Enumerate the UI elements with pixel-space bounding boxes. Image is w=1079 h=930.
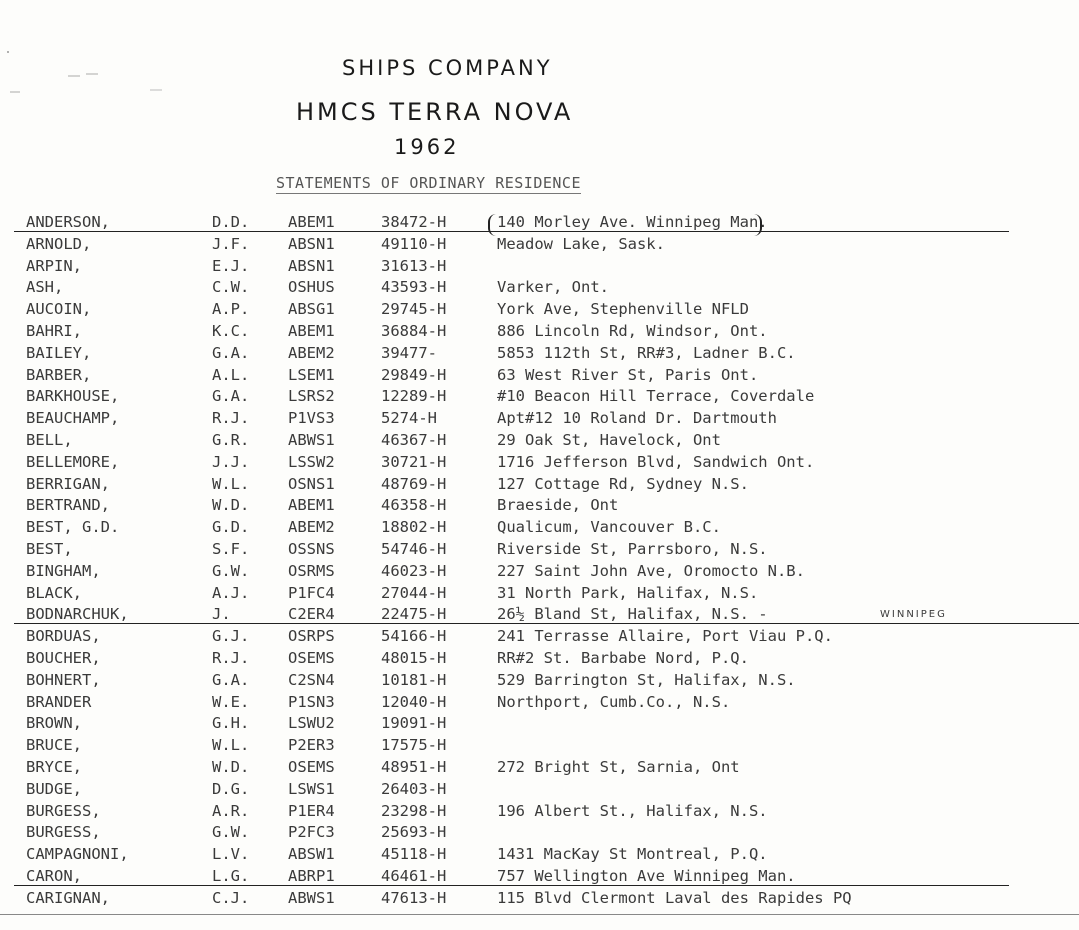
- crew-number: 45118-H: [381, 845, 447, 864]
- crew-number: 54746-H: [381, 539, 447, 558]
- crew-initials: R.J.: [212, 648, 250, 667]
- crew-initials: G.J.: [212, 627, 250, 646]
- crew-name: BERRIGAN,: [26, 474, 110, 493]
- crew-number: 38472-H: [381, 213, 447, 231]
- crew-address: Qualicum, Vancouver B.C.: [497, 518, 721, 537]
- crew-initials: E.J.: [212, 256, 250, 275]
- crew-initials: L.V.: [212, 845, 250, 864]
- crew-rank: ABSN1: [288, 256, 335, 275]
- crew-name: ARNOLD,: [26, 234, 92, 253]
- header-year: 1962: [394, 135, 460, 159]
- crew-initials: G.A.: [212, 343, 250, 362]
- crew-address: 272 Bright St, Sarnia, Ont: [497, 757, 740, 776]
- crew-row: [0, 779, 1079, 801]
- crew-rank: C2SN4: [288, 670, 335, 689]
- crew-address: 1716 Jefferson Blvd, Sandwich Ont.: [497, 452, 815, 471]
- crew-name: CARIGNAN,: [26, 888, 110, 907]
- crew-address: 227 Saint John Ave, Oromocto N.B.: [497, 561, 805, 580]
- crew-number: 43593-H: [381, 278, 447, 297]
- crew-initials: C.W.: [212, 278, 250, 297]
- crew-rank: ABEM2: [288, 343, 335, 362]
- crew-rank: LSEM1: [288, 365, 335, 384]
- crew-number: 27044-H: [381, 583, 447, 602]
- crew-initials: S.F.: [212, 539, 250, 558]
- crew-initials: G.D.: [212, 518, 250, 537]
- crew-name: BUDGE,: [26, 779, 82, 798]
- crew-name: BORDUAS,: [26, 627, 101, 646]
- crew-initials: W.D.: [212, 757, 250, 776]
- crew-row: [0, 561, 1079, 583]
- crew-name: BELL,: [26, 430, 73, 449]
- header-ship-name: HMCS TERRA NOVA: [296, 98, 574, 126]
- crew-address: 1431 MacKay St Montreal, P.Q.: [497, 845, 768, 864]
- crew-name: BARKHOUSE,: [26, 387, 120, 406]
- crew-number: 48015-H: [381, 648, 447, 667]
- crew-initials: K.C.: [212, 321, 250, 340]
- crew-rank: OSEMS: [288, 757, 335, 776]
- crew-initials: G.R.: [212, 430, 250, 449]
- crew-initials: A.P.: [212, 300, 250, 319]
- crew-rank: OSHUS: [288, 278, 335, 297]
- crew-name: CAMPAGNONI,: [26, 845, 129, 864]
- crew-rank: P1SN3: [288, 692, 335, 711]
- crew-name: BODNARCHUK,: [26, 605, 129, 624]
- crew-initials: W.E.: [212, 692, 250, 711]
- crew-name: BURGESS,: [26, 801, 101, 820]
- crew-rank: ABEM1: [288, 321, 335, 340]
- crew-address: 241 Terrasse Allaire, Port Viau P.Q.: [497, 627, 833, 646]
- crew-number: 29745-H: [381, 300, 447, 319]
- crew-row: [0, 757, 1079, 779]
- crew-name: BRUCE,: [26, 736, 82, 755]
- crew-row: [0, 539, 1079, 561]
- crew-rank: LSWU2: [288, 714, 335, 733]
- crew-number: 5274-H: [381, 409, 437, 428]
- crew-row: [0, 277, 1079, 299]
- crew-number: 18802-H: [381, 518, 447, 537]
- crew-name: BELLEMORE,: [26, 452, 120, 471]
- crew-name: BEST, G.D.: [26, 518, 120, 537]
- crew-address: 31 North Park, Halifax, N.S.: [497, 583, 759, 602]
- crew-initials: R.J.: [212, 409, 250, 428]
- crew-address: Meadow Lake, Sask.: [497, 234, 665, 253]
- crew-row: [0, 430, 1079, 452]
- crew-rank: ABEM2: [288, 518, 335, 537]
- crew-number: 54166-H: [381, 627, 447, 646]
- crew-rank: OSEMS: [288, 648, 335, 667]
- crew-row: [0, 844, 1079, 866]
- crew-initials: D.D.: [212, 213, 250, 231]
- crew-rank: P1VS3: [288, 409, 335, 428]
- crew-initials: W.L.: [212, 474, 250, 493]
- crew-rank: ABSG1: [288, 300, 335, 319]
- crew-number: 47613-H: [381, 888, 447, 907]
- crew-row: [0, 343, 1079, 365]
- crew-row: [0, 386, 1079, 408]
- crew-address: Apt#12 10 Roland Dr. Dartmouth: [497, 409, 777, 428]
- crew-address: Northport, Cumb.Co., N.S.: [497, 692, 731, 711]
- crew-rank: LSWS1: [288, 779, 335, 798]
- crew-name: BAILEY,: [26, 343, 92, 362]
- crew-initials: A.L.: [212, 365, 250, 384]
- crew-number: 30721-H: [381, 452, 447, 471]
- crew-initials: D.G.: [212, 779, 250, 798]
- crew-address: 115 Blvd Clermont Laval des Rapides PQ: [497, 888, 852, 907]
- crew-rank: P2ER3: [288, 736, 335, 755]
- crew-row: [0, 626, 1079, 648]
- crew-initials: C.J.: [212, 888, 250, 907]
- crew-row: [0, 234, 1079, 256]
- crew-name: BRANDER: [26, 692, 92, 711]
- crew-address: #10 Beacon Hill Terrace, Coverdale: [497, 387, 815, 406]
- crew-number: 48951-H: [381, 757, 447, 776]
- crew-address: 26½ Bland St, Halifax, N.S. -: [497, 605, 768, 624]
- crew-name: BURGESS,: [26, 823, 101, 842]
- crew-name: BEST,: [26, 539, 73, 558]
- crew-initials: J.F.: [212, 234, 250, 253]
- crew-rank: OSRMS: [288, 561, 335, 580]
- crew-rank: OSRPS: [288, 627, 335, 646]
- crew-number: 46367-H: [381, 430, 447, 449]
- crew-name: BROWN,: [26, 714, 82, 733]
- crew-number: 23298-H: [381, 801, 447, 820]
- crew-number: 36884-H: [381, 321, 447, 340]
- crew-rank: OSNS1: [288, 474, 335, 493]
- crew-rank: ABRP1: [288, 866, 335, 885]
- crew-row: [0, 604, 1079, 626]
- crew-row: [0, 495, 1079, 517]
- crew-number: 10181-H: [381, 670, 447, 689]
- crew-number: 22475-H: [381, 605, 447, 624]
- scan-specks: [0, 40, 200, 100]
- crew-name: AUCOIN,: [26, 300, 92, 319]
- crew-rank: LSRS2: [288, 387, 335, 406]
- crew-row: [0, 299, 1079, 321]
- crew-initials: G.A.: [212, 387, 250, 406]
- crew-name: BOUCHER,: [26, 648, 101, 667]
- crew-address: 127 Cottage Rd, Sydney N.S.: [497, 474, 749, 493]
- crew-row: [0, 212, 1079, 234]
- crew-rank: P1FC4: [288, 583, 335, 602]
- crew-row: [0, 648, 1079, 670]
- crew-row: [0, 256, 1079, 278]
- crew-initials: G.H.: [212, 714, 250, 733]
- crew-rank: ABEM1: [288, 496, 335, 515]
- crew-initials: A.J.: [212, 583, 250, 602]
- crew-number: 17575-H: [381, 736, 447, 755]
- crew-name: ANDERSON,: [26, 213, 110, 231]
- crew-number: 12040-H: [381, 692, 447, 711]
- crew-name: BINGHAM,: [26, 561, 101, 580]
- crew-number: 49110-H: [381, 234, 447, 253]
- crew-name: BRYCE,: [26, 757, 82, 776]
- crew-address: Braeside, Ont: [497, 496, 619, 515]
- crew-name: BEAUCHAMP,: [26, 409, 120, 428]
- crew-number: 26403-H: [381, 779, 447, 798]
- crew-row: [0, 713, 1079, 735]
- crew-name: CARON,: [26, 866, 82, 885]
- crew-address: Riverside St, Parrsboro, N.S.: [497, 539, 768, 558]
- crew-name: BLACK,: [26, 583, 82, 602]
- crew-rank: ABEM1: [288, 213, 335, 231]
- crew-address: 196 Albert St., Halifax, N.S.: [497, 801, 768, 820]
- crew-rank: ABWS1: [288, 888, 335, 907]
- page-bottom-rule: [0, 914, 1079, 915]
- crew-initials: L.G.: [212, 866, 250, 885]
- crew-rank: ABSN1: [288, 234, 335, 253]
- crew-address: Varker, Ont.: [497, 278, 609, 297]
- crew-number: 12289-H: [381, 387, 447, 406]
- crew-initials: J.J.: [212, 452, 250, 471]
- crew-row: [0, 321, 1079, 343]
- crew-row: [0, 822, 1079, 844]
- crew-row: [0, 692, 1079, 714]
- crew-row: [0, 670, 1079, 692]
- crew-number: 31613-H: [381, 256, 447, 275]
- crew-initials: W.L.: [212, 736, 250, 755]
- crew-number: 19091-H: [381, 714, 447, 733]
- crew-row: [0, 866, 1079, 888]
- header-ships-company: SHIPS COMPANY: [342, 56, 553, 80]
- crew-row: [0, 801, 1079, 823]
- crew-rank: P1ER4: [288, 801, 335, 820]
- crew-rank: LSSW2: [288, 452, 335, 471]
- crew-row: [0, 583, 1079, 605]
- crew-address: York Ave, Stephenville NFLD: [497, 300, 749, 319]
- document-subtitle: STATEMENTS OF ORDINARY RESIDENCE: [276, 174, 581, 192]
- crew-initials: J.: [212, 605, 231, 624]
- crew-address: 529 Barrington St, Halifax, N.S.: [497, 670, 796, 689]
- crew-number: 29849-H: [381, 365, 447, 384]
- crew-number: 48769-H: [381, 474, 447, 493]
- crew-rank: P2FC3: [288, 823, 335, 842]
- crew-initials: G.W.: [212, 823, 250, 842]
- crew-address: 29 Oak St, Havelock, Ont: [497, 430, 721, 449]
- crew-rank: OSSNS: [288, 539, 335, 558]
- crew-name: BARBER,: [26, 365, 92, 384]
- crew-rank: C2ER4: [288, 605, 335, 624]
- crew-row: [0, 365, 1079, 387]
- crew-number: 46358-H: [381, 496, 447, 515]
- crew-address: 886 Lincoln Rd, Windsor, Ont.: [497, 321, 768, 340]
- crew-number: 25693-H: [381, 823, 447, 842]
- crew-address: 757 Wellington Ave Winnipeg Man.: [497, 866, 796, 885]
- crew-address: 140 Morley Ave. Winnipeg Man.: [497, 213, 768, 231]
- crew-initials: W.D.: [212, 496, 250, 515]
- crew-initials: G.A.: [212, 670, 250, 689]
- crew-initials: A.R.: [212, 801, 250, 820]
- handwritten-note: WINNIPEG: [880, 609, 947, 621]
- crew-number: 39477-: [381, 343, 437, 362]
- crew-rank: ABSW1: [288, 845, 335, 864]
- crew-row: [0, 888, 1079, 910]
- crew-name: BAHRI,: [26, 321, 82, 340]
- crew-address: 5853 112th St, RR#3, Ladner B.C.: [497, 343, 796, 362]
- crew-row: [0, 452, 1079, 474]
- crew-name: BOHNERT,: [26, 670, 101, 689]
- crew-name: BERTRAND,: [26, 496, 110, 515]
- crew-row: [0, 474, 1079, 496]
- crew-address: RR#2 St. Barbabe Nord, P.Q.: [497, 648, 749, 667]
- crew-number: 46461-H: [381, 866, 447, 885]
- crew-list: [0, 212, 1079, 910]
- crew-number: 46023-H: [381, 561, 447, 580]
- crew-address: 63 West River St, Paris Ont.: [497, 365, 759, 384]
- crew-initials: G.W.: [212, 561, 250, 580]
- crew-row: [0, 517, 1079, 539]
- crew-name: ARPIN,: [26, 256, 82, 275]
- crew-row: [0, 735, 1079, 757]
- crew-row: [0, 408, 1079, 430]
- crew-name: ASH,: [26, 278, 64, 297]
- crew-rank: ABWS1: [288, 430, 335, 449]
